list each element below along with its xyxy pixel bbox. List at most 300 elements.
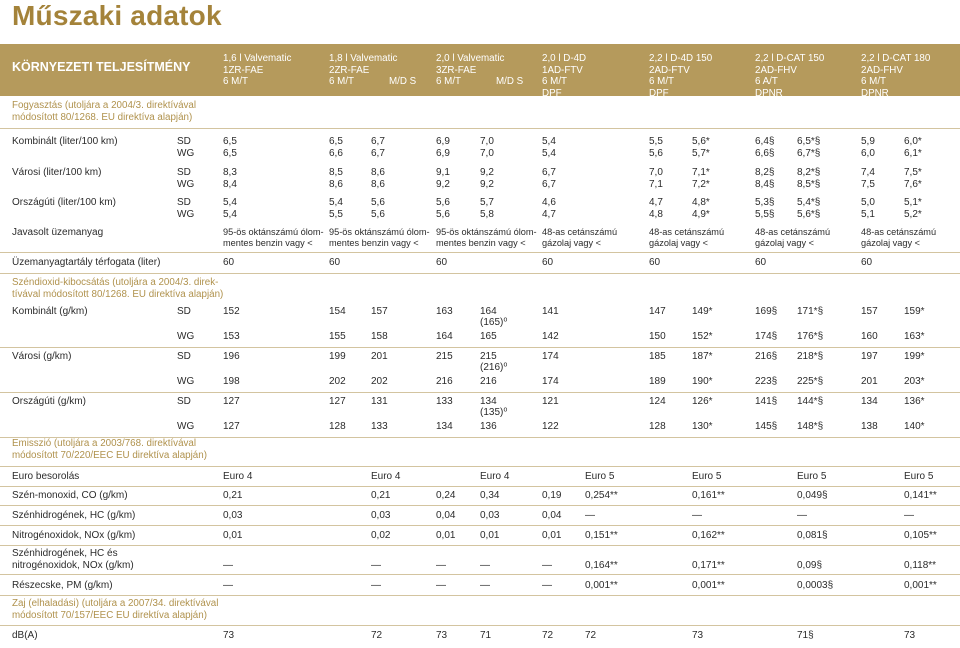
row-label: Javasolt üzemanyag: [12, 227, 104, 238]
body-tag: WG: [177, 331, 195, 342]
body-tag: SD: [177, 167, 191, 178]
column-header-line: 6 A/T: [755, 76, 778, 87]
value-cell: —: [223, 560, 233, 571]
value-cell: 6,5: [329, 136, 343, 147]
row-label: Országúti (liter/100 km): [12, 197, 116, 208]
value-cell: 7,5: [861, 179, 875, 190]
row-label: Szén-monoxid, CO (g/km): [12, 490, 128, 501]
value-cell: 6,5: [223, 148, 237, 159]
value-cell: 171*§: [797, 306, 824, 317]
value-cell: 71: [480, 630, 492, 641]
column-header-line: 2,2 l D-CAT 150: [755, 53, 825, 64]
value-cell: 0,254**: [585, 490, 618, 501]
value-cell: 73: [692, 630, 704, 641]
value-cell: 6,9: [436, 148, 450, 159]
value-cell: 0,001**: [692, 580, 725, 591]
value-cell: 158: [371, 331, 388, 342]
value-cell: 0,049§: [797, 490, 828, 501]
column-header-extra: M/D S: [496, 76, 524, 87]
value-cell: 0,161**: [692, 490, 725, 501]
value-cell: 155: [329, 331, 346, 342]
fuel-cell: [755, 227, 830, 249]
row-label: Nitrogénoxidok, NOx (g/km): [12, 530, 136, 541]
value-cell: 133: [371, 421, 388, 432]
value-cell: 5,4: [542, 148, 556, 159]
body-tag: SD: [177, 396, 191, 407]
column-header-line: 6 M/T M/D S: [436, 76, 524, 87]
value-cell: 0,21: [223, 490, 243, 501]
value-cell: 6,6: [329, 148, 343, 159]
value-cell: Euro 4: [480, 471, 510, 482]
value-cell: 124: [649, 396, 666, 407]
value-cell: 174: [542, 351, 559, 362]
value-cell: 130*: [692, 421, 713, 432]
row-label: Üzemanyagtartály térfogata (liter): [12, 257, 161, 268]
row-label: Városi (liter/100 km): [12, 167, 102, 178]
value-cell: Euro 5: [692, 471, 722, 482]
fuel-cell: [223, 227, 324, 249]
row-label: Városi (g/km): [12, 351, 72, 362]
value-cell: 150: [649, 331, 666, 342]
value-cell: 199*: [904, 351, 925, 362]
value-cell: —: [542, 580, 552, 591]
value-cell: 144*§: [797, 396, 824, 407]
value-cell: 72: [542, 630, 554, 641]
value-cell: 127: [223, 421, 240, 432]
value-cell: 148*§: [797, 421, 824, 432]
value-cell: 128: [329, 421, 346, 432]
section-title-line: Emisszió (utoljára a 2003/768. direktívával: [12, 438, 197, 449]
value-cell: 225*§: [797, 376, 824, 387]
value-cell: 4,8*: [692, 197, 710, 208]
column-header: [755, 53, 824, 99]
value-cell: 0,118**: [904, 560, 937, 571]
value-cell: 60: [436, 257, 448, 268]
section-title-line: módosított 80/1268. EU direktíva alapján): [12, 111, 193, 123]
value-cell: 216: [436, 376, 453, 387]
value-cell: 0,162**: [692, 530, 725, 541]
value-cell: 4,8: [649, 209, 663, 220]
value-footnote: (165)⁰: [480, 317, 508, 328]
value-cell: 60: [755, 257, 767, 268]
value-cell: 0,04: [436, 510, 456, 521]
value-cell: 8,6: [371, 167, 385, 178]
column-header-line: 6 M/T M/D S: [329, 76, 417, 87]
fuel-line: gázolaj vagy <: [861, 238, 920, 248]
section-title-line: módosított 70/157/EEC EU direktíva alapján): [12, 609, 207, 621]
value-cell: 201: [371, 351, 388, 362]
section-title-line: Széndioxid-kibocsátás (utoljára a 2004/3. direk-: [12, 277, 219, 288]
value-cell: Euro 5: [585, 471, 615, 482]
value-cell: 163*: [904, 331, 925, 342]
value-cell: 216: [480, 376, 497, 387]
row-divider: [0, 128, 960, 129]
value-footnote: (216)⁰: [480, 362, 508, 373]
value-cell: 189: [649, 376, 666, 387]
fuel-line: mentes benzin vagy <: [329, 238, 419, 248]
column-header: [223, 53, 291, 88]
value-cell: 7,1: [649, 179, 663, 190]
fuel-line: 95-ös oktánszámú ólom-: [223, 227, 324, 237]
row-divider: [0, 574, 960, 575]
column-header-line: 3ZR-FAE: [436, 64, 477, 76]
value-cell: 0,01: [542, 530, 562, 541]
row-label: Szénhidrogének, HC (g/km): [12, 510, 136, 521]
value-cell: 121: [542, 396, 559, 407]
fuel-line: 48-as cetánszámú: [755, 227, 831, 237]
value-cell: 8,6: [329, 179, 343, 190]
value-cell: 60: [542, 257, 554, 268]
value-cell: Euro 4: [371, 471, 401, 482]
column-header-line: 6 M/T: [223, 76, 249, 87]
value-cell: 6,7*§: [797, 148, 821, 159]
row-label: Kombinált (g/km): [12, 306, 88, 317]
value-cell: 0,02: [371, 530, 391, 541]
value-cell: 5,4*§: [797, 197, 821, 208]
value-cell: 223§: [755, 376, 778, 387]
value-cell: 5,6*: [692, 136, 710, 147]
column-header-line: 2ZR-FAE: [329, 64, 370, 76]
value-cell: 6,9: [436, 136, 450, 147]
value-cell: 0,0003§: [797, 580, 834, 591]
row-label: Euro besorolás: [12, 471, 80, 482]
fuel-cell: [542, 227, 617, 249]
fuel-line: 48-as cetánszámú: [649, 227, 725, 237]
value-footnote: (135)⁰: [480, 407, 508, 418]
value-cell: 145§: [755, 421, 778, 432]
column-header-line: 2AD-FHV: [861, 64, 903, 76]
value-cell: 8,3: [223, 167, 237, 178]
table-header: [0, 44, 960, 99]
value-cell: —: [692, 510, 702, 521]
fuel-line: gázolaj vagy <: [649, 238, 708, 248]
value-cell: 0,01: [223, 530, 243, 541]
column-header-line: 2,0 l Valvematic: [436, 53, 505, 64]
value-cell: 127: [329, 396, 346, 407]
value-cell: 5,1*: [904, 197, 922, 208]
value-cell: 7,0: [649, 167, 663, 178]
value-cell: 0,164**: [585, 560, 618, 571]
value-cell: 5,5§: [755, 209, 775, 220]
column-header-line: DPF: [649, 87, 669, 99]
value-cell: 4,6: [542, 197, 556, 208]
row-label: Kombinált (liter/100 km): [12, 136, 118, 147]
value-cell: 5,5: [329, 209, 343, 220]
column-header-extra: M/D S: [389, 76, 417, 87]
value-cell: 0,03: [371, 510, 391, 521]
value-cell: 5,2*: [904, 209, 922, 220]
value-cell: —: [371, 560, 381, 571]
fuel-cell: [861, 227, 936, 249]
value-cell: —: [371, 580, 381, 591]
value-cell: 5,6: [371, 197, 385, 208]
row-label: nitrogénoxidok, NOx (g/km): [12, 560, 134, 571]
body-tag: WG: [177, 148, 195, 159]
section-title-line: módosított 70/220/EEC EU direktíva alapján): [12, 449, 207, 461]
fuel-cell: [649, 227, 724, 249]
column-header-line: 2,0 l D-4D: [542, 53, 587, 64]
value-cell: 4,7: [542, 209, 556, 220]
value-cell: 0,001**: [904, 580, 937, 591]
value-cell: 5,4: [542, 136, 556, 147]
value-cell: 72: [371, 630, 383, 641]
value-cell: 154: [329, 306, 346, 317]
value-cell: 202: [329, 376, 346, 387]
section-title: [12, 277, 223, 300]
value-cell: 216§: [755, 351, 778, 362]
value-cell: 159*: [904, 306, 925, 317]
column-header-line: 2AD-FHV: [755, 64, 797, 76]
section-title-line: Zaj (elhaladási) (utoljára a 2007/34. direktívával: [12, 598, 219, 609]
value-cell: 0,141**: [904, 490, 937, 501]
value-cell: 6,5: [223, 136, 237, 147]
column-header-line: 6 M/T: [649, 76, 675, 87]
value-cell: 7,0: [480, 148, 494, 159]
fuel-cell: [436, 227, 537, 249]
value-cell: 134: [436, 421, 453, 432]
column-header-line: 1,8 l Valvematic: [329, 53, 398, 64]
value-cell: 8,4: [223, 179, 237, 190]
value-cell: —: [797, 510, 807, 521]
value-cell: 164: [436, 331, 453, 342]
column-header-line: 2AD-FTV: [649, 64, 690, 76]
body-tag: WG: [177, 376, 195, 387]
value-cell: 174: [542, 376, 559, 387]
value-cell: 71§: [797, 630, 814, 641]
row-divider: [0, 347, 960, 348]
value-cell: 140*: [904, 421, 925, 432]
value-cell: —: [480, 560, 490, 571]
body-tag: SD: [177, 306, 191, 317]
value-cell: 9,2: [480, 179, 494, 190]
value-cell: 5,8: [480, 209, 494, 220]
row-divider: [0, 545, 960, 546]
value-cell: 72: [585, 630, 597, 641]
value-cell: 160: [861, 331, 878, 342]
row-label: dB(A): [12, 630, 38, 641]
column-header-line: DPNR: [861, 87, 889, 99]
column-header-line: 1,6 l Valvematic: [223, 53, 292, 64]
value-cell: —: [436, 560, 446, 571]
value-cell: 6,5*§: [797, 136, 821, 147]
body-tag: WG: [177, 209, 195, 220]
row-label: Országúti (g/km): [12, 396, 86, 407]
fuel-line: gázolaj vagy <: [542, 238, 601, 248]
value-cell: 164: [480, 306, 497, 317]
value-cell: 0,04: [542, 510, 562, 521]
value-cell: 8,5: [329, 167, 343, 178]
value-cell: 0,151**: [585, 530, 618, 541]
value-cell: 215: [480, 351, 497, 362]
value-cell: 0,24: [436, 490, 456, 501]
column-header: [329, 53, 417, 88]
row-divider: [0, 595, 960, 596]
value-cell: 5,1: [861, 209, 875, 220]
value-cell: 134: [480, 396, 497, 407]
value-cell: 7,4: [861, 167, 875, 178]
value-cell: 6,0*: [904, 136, 922, 147]
value-cell: 196: [223, 351, 240, 362]
value-cell: 152: [223, 306, 240, 317]
body-tag: WG: [177, 179, 195, 190]
value-cell: 5,4: [223, 197, 237, 208]
column-header-line: 2,2 l D-CAT 180: [861, 53, 931, 64]
value-cell: 0,09§: [797, 560, 823, 571]
value-cell: 6,0: [861, 148, 875, 159]
value-cell: 60: [223, 257, 235, 268]
value-cell: 73: [436, 630, 448, 641]
value-cell: 5,6: [371, 209, 385, 220]
value-cell: 6,7: [542, 179, 556, 190]
value-cell: 5,0: [861, 197, 875, 208]
value-cell: 9,1: [436, 167, 450, 178]
value-cell: Euro 4: [223, 471, 253, 482]
value-cell: —: [223, 580, 233, 591]
row-label: Részecske, PM (g/km): [12, 580, 113, 591]
row-divider: [0, 625, 960, 626]
value-cell: —: [542, 560, 552, 571]
row-divider: [0, 273, 960, 274]
fuel-line: gázolaj vagy <: [755, 238, 814, 248]
value-cell: 5,4: [329, 197, 343, 208]
value-cell: 5,7: [480, 197, 494, 208]
section-title-line: tívával módosított 80/1268. EU direktíva alapján): [12, 288, 224, 300]
value-cell: 6,1*: [904, 148, 922, 159]
value-cell: 5,6: [436, 197, 450, 208]
value-cell: 190*: [692, 376, 713, 387]
value-cell: 201: [861, 376, 878, 387]
value-cell: 202: [371, 376, 388, 387]
value-cell: 7,6*: [904, 179, 922, 190]
value-cell: 5,4: [223, 209, 237, 220]
value-cell: 149*: [692, 306, 713, 317]
value-cell: 128: [649, 421, 666, 432]
row-divider: [0, 525, 960, 526]
value-cell: 199: [329, 351, 346, 362]
value-cell: —: [585, 510, 595, 521]
value-cell: 7,0: [480, 136, 494, 147]
value-cell: 215: [436, 351, 453, 362]
value-cell: 141: [542, 306, 559, 317]
column-header-line: DPF: [542, 87, 562, 99]
column-header-line: 2,2 l D-4D 150: [649, 53, 713, 64]
value-cell: 147: [649, 306, 666, 317]
value-cell: 0,03: [480, 510, 500, 521]
value-cell: 0,171**: [692, 560, 725, 571]
value-cell: 136*: [904, 396, 925, 407]
value-cell: 133: [436, 396, 453, 407]
value-cell: 9,2: [436, 179, 450, 190]
value-cell: 163: [436, 306, 453, 317]
value-cell: 8,6: [371, 179, 385, 190]
value-cell: 8,4§: [755, 179, 775, 190]
value-cell: 6,7: [371, 136, 385, 147]
value-cell: 153: [223, 331, 240, 342]
value-cell: 174§: [755, 331, 778, 342]
section-title-line: Fogyasztás (utoljára a 2004/3. direktívával: [12, 100, 197, 111]
value-cell: 0,19: [542, 490, 562, 501]
value-cell: 165: [480, 331, 497, 342]
value-cell: —: [436, 580, 446, 591]
row-divider: [0, 486, 960, 487]
column-header-line: DPNR: [755, 87, 783, 99]
value-cell: 185: [649, 351, 666, 362]
value-cell: 157: [371, 306, 388, 317]
fuel-line: 48-as cetánszámú: [542, 227, 618, 237]
value-cell: 197: [861, 351, 878, 362]
fuel-line: 95-ös oktánszámú ólom-: [436, 227, 537, 237]
value-cell: 60: [861, 257, 873, 268]
value-cell: 60: [329, 257, 341, 268]
value-cell: 0,081§: [797, 530, 828, 541]
value-cell: 8,5*§: [797, 179, 821, 190]
value-cell: 218*§: [797, 351, 824, 362]
value-cell: Euro 5: [904, 471, 934, 482]
value-cell: 138: [861, 421, 878, 432]
value-cell: 73: [223, 630, 235, 641]
row-divider: [0, 505, 960, 506]
column-header-line: 1ZR-FAE: [223, 64, 264, 76]
body-tag: WG: [177, 421, 195, 432]
value-cell: —: [904, 510, 914, 521]
value-cell: 0,105**: [904, 530, 937, 541]
value-cell: 5,6*§: [797, 209, 821, 220]
row-divider: [0, 252, 960, 253]
value-cell: 6,6§: [755, 148, 775, 159]
value-cell: 5,6: [436, 209, 450, 220]
value-cell: 142: [542, 331, 559, 342]
row-divider: [0, 466, 960, 467]
value-cell: 6,4§: [755, 136, 775, 147]
row-label: Szénhidrogének, HC és: [12, 548, 118, 559]
value-cell: 152*: [692, 331, 713, 342]
value-cell: 122: [542, 421, 559, 432]
fuel-line: mentes benzin vagy <: [223, 238, 313, 248]
value-cell: 0,34: [480, 490, 500, 501]
column-header-line: 1AD-FTV: [542, 64, 583, 76]
column-header-line: 6 M/T: [861, 76, 887, 87]
value-cell: 4,9*: [692, 209, 710, 220]
value-cell: 6,7: [542, 167, 556, 178]
page-title: Műszaki adatok: [12, 0, 222, 31]
value-cell: 7,2*: [692, 179, 710, 190]
section-title: [12, 438, 207, 461]
fuel-line: mentes benzin vagy <: [436, 238, 526, 248]
column-header: [861, 53, 930, 99]
value-cell: 0,001**: [585, 580, 618, 591]
body-tag: SD: [177, 136, 191, 147]
value-cell: 134: [861, 396, 878, 407]
value-cell: 5,5: [649, 136, 663, 147]
section-label: KÖRNYEZETI TELJESÍTMÉNY: [12, 60, 191, 74]
value-cell: Euro 5: [797, 471, 827, 482]
fuel-cell: [329, 227, 430, 249]
value-cell: —: [480, 580, 490, 591]
value-cell: 5,6: [649, 148, 663, 159]
value-cell: 73: [904, 630, 916, 641]
value-cell: 60: [649, 257, 661, 268]
value-cell: 8,2*§: [797, 167, 821, 178]
column-header: [649, 53, 712, 99]
column-header: [436, 53, 524, 88]
fuel-line: 48-as cetánszámú: [861, 227, 937, 237]
value-cell: 0,01: [480, 530, 500, 541]
fuel-line: 95-ös oktánszámú ólom-: [329, 227, 430, 237]
column-header: [542, 53, 586, 99]
value-cell: 141§: [755, 396, 778, 407]
value-cell: 8,2§: [755, 167, 775, 178]
section-title: [12, 598, 218, 621]
